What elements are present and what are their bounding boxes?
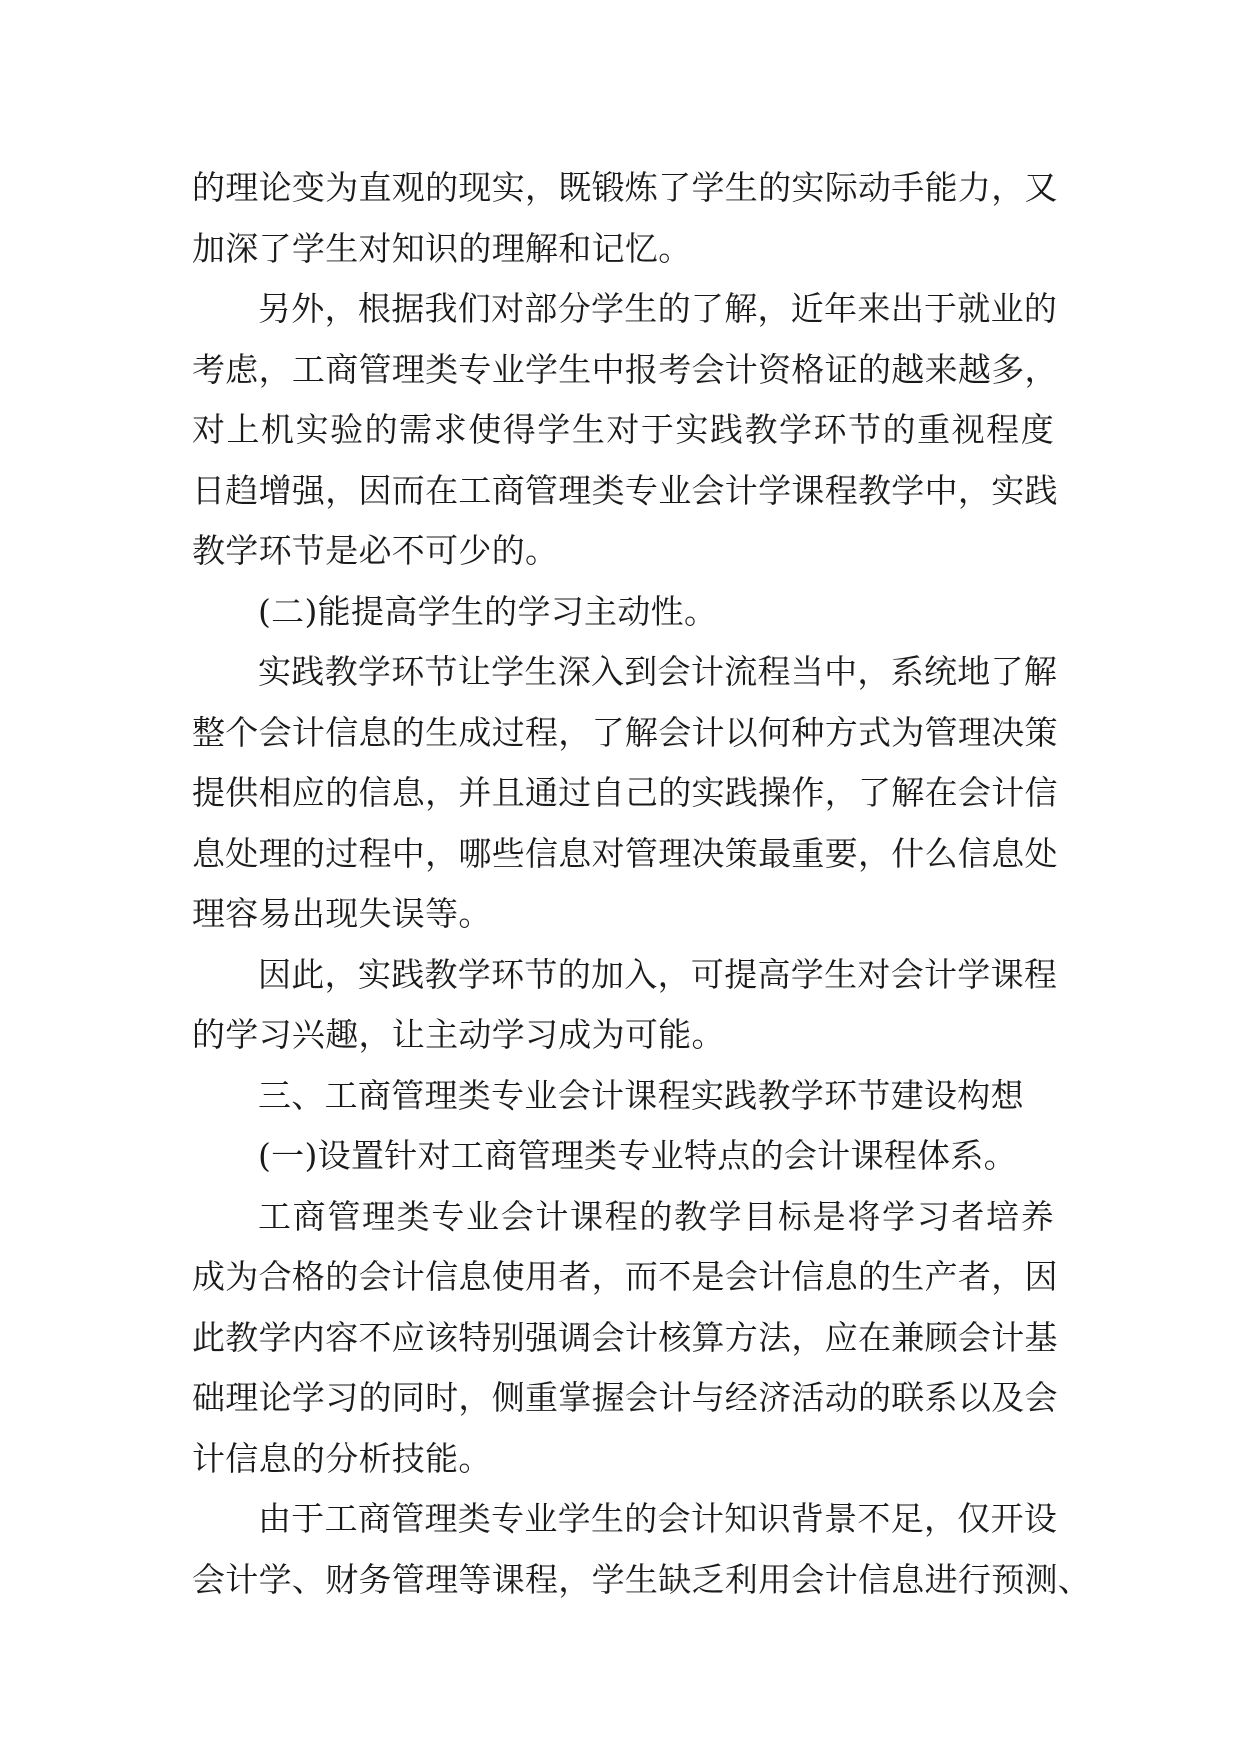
text-line: 另外，根据我们对部分学生的了解，近年来出于就业的: [258, 289, 1058, 328]
text-line: 由于工商管理类专业学生的会计知识背景不足，仅开设: [258, 1499, 1058, 1538]
text-line: 提供相应的信息，并且通过自己的实践操作，了解在会计信: [192, 773, 1058, 812]
text-line: 的理论变为直观的现实，既锻炼了学生的实际动手能力，又: [192, 168, 1058, 207]
text-line: 因此，实践教学环节的加入，可提高学生对会计学课程: [258, 954, 1058, 994]
text-line: 三、工商管理类专业会计课程实践教学环节建设构想: [258, 1075, 1024, 1115]
text-line: 息处理的过程中，哪些信息对管理决策最重要，什么信息处: [192, 833, 1058, 873]
text-line: 实践教学环节让学生深入到会计流程当中，系统地了解: [258, 652, 1058, 691]
text-line: (二)能提高学生的学习主动性。: [258, 591, 718, 631]
text-line: 会计学、财务管理等课程，学生缺乏利用会计信息进行预测、: [192, 1559, 1092, 1599]
text-line: 计信息的分析技能。: [192, 1438, 492, 1478]
text-line: 考虑，工商管理类专业学生中报考会计资格证的越来越多，: [192, 349, 1058, 389]
text-line: 日趋增强，因而在工商管理类专业会计学课程教学中，实践: [192, 470, 1058, 510]
text-line: 教学环节是必不可少的。: [192, 531, 559, 570]
text-line: 整个会计信息的生成过程，了解会计以何种方式为管理决策: [192, 712, 1058, 752]
text-line: 对上机实验的需求使得学生对于实践教学环节的重视程度: [192, 410, 1054, 449]
text-line: 此教学内容不应该特别强调会计核算方法，应在兼顾会计基: [192, 1317, 1058, 1357]
text-line: 成为合格的会计信息使用者，而不是会计信息的生产者，因: [192, 1257, 1058, 1296]
text-line: 的学习兴趣，让主动学习成为可能。: [192, 1015, 725, 1054]
document-page: [192, 158, 1092, 1610]
text-line: 础理论学习的同时，侧重掌握会计与经济活动的联系以及会: [192, 1378, 1058, 1417]
text-line: (一)设置针对工商管理类专业特点的会计课程体系。: [258, 1136, 1017, 1175]
text-line: 理容易出现失误等。: [192, 894, 492, 933]
text-line: 工商管理类专业会计课程的教学目标是将学习者培养: [258, 1196, 1054, 1236]
text-line: 加深了学生对知识的理解和记忆。: [192, 228, 692, 268]
